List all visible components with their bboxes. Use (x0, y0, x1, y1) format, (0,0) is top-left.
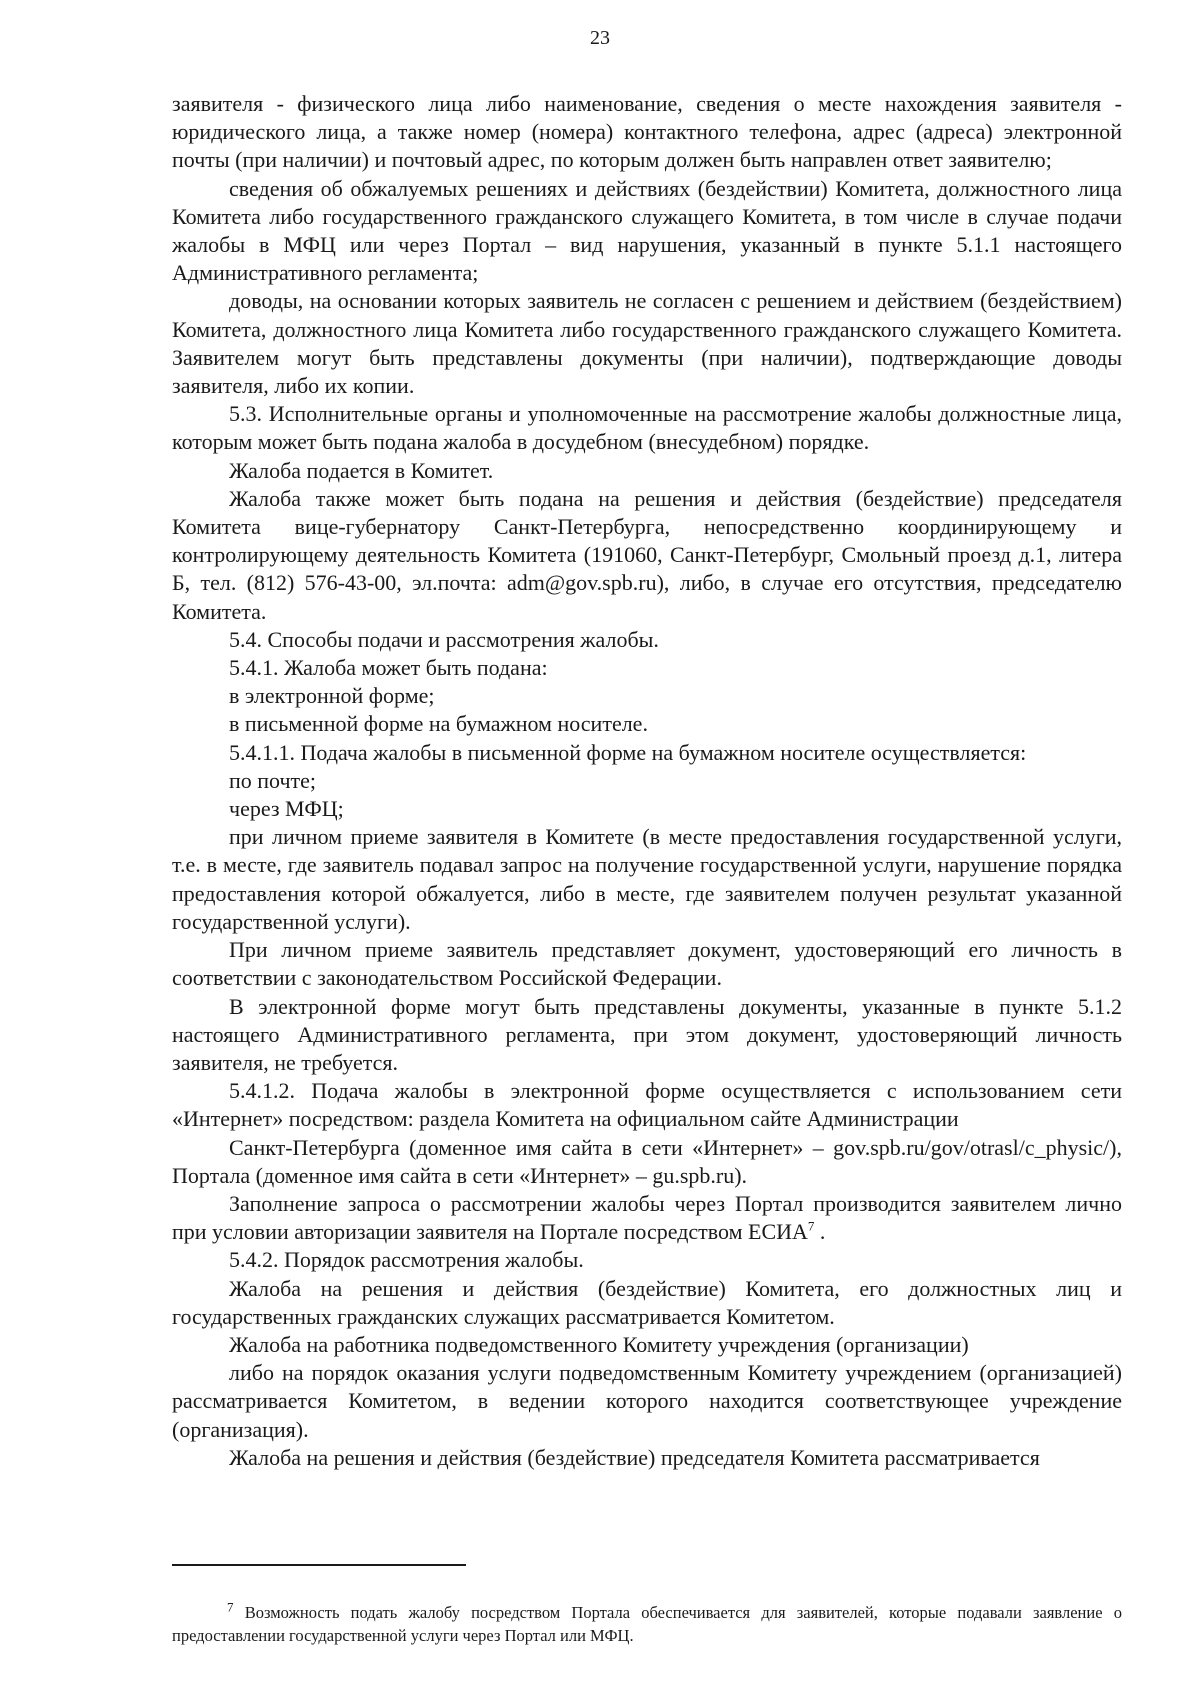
paragraph: 5.3. Исполнительные органы и уполномоченные на рассмотрение жалобы должностные лица, которым может быть подана жалоба в досудебном (внесудебном) порядке. (172, 401, 1122, 455)
footnote-text: $^7$ Возможность подать жалобу посредством Портала обеспечивается для заявителей, которые подавали заявление о предоставлении государственной услуги через Портал или МФЦ. (172, 1599, 1122, 1645)
paragraph: Заполнение запроса о рассмотрении жалобы через Портал производится заявителем лично при условии авторизации заявителя на Портале посредством ЕСИА$^7$ . (172, 1190, 1122, 1245)
footnote (172, 1601, 1122, 1647)
paragraph: Жалоба на решения и действия (бездействие) председателя Комитета рассматривается (229, 1444, 1040, 1470)
paragraph: доводы, на основании которых заявитель не согласен с решением и действием (бездействием) Комитета, должностного лица Комитета либо государственного гражданского служащего Комитета. Заявителем могут быть представлены документы (при наличии), подтверждающие доводы заявителя, либо их копии. (172, 288, 1122, 399)
paragraph: 5.4.1. Жалоба может быть подана: (229, 655, 548, 681)
paragraph: Жалоба подается в Комитет. (229, 457, 494, 483)
paragraph: при личном приеме заявителя в Комитете (в месте предоставления государственной услуги, т.е. в месте, где заявитель подавал запрос на получение государственной услуги, нарушение порядка предоставления которой обжалуется, либо в месте, где заявителем получен результат указанной государственной услуги). (172, 824, 1122, 934)
footnote-reference: 7 (807, 1218, 815, 1234)
paragraph: В электронной форме могут быть представлены документы, указанные в пункте 5.1.2 настоящего Административного регламента, при этом документ, удостоверяющий личность заявителя, не требуется. (172, 993, 1122, 1075)
paragraph: в письменной форме на бумажном носителе. (229, 711, 648, 737)
paragraph: либо на порядок оказания услуги подведомственным Комитету учреждением (организацией) рассматривается Комитетом, в ведении которого находится соответствующее учреждение (организация). (172, 1360, 1122, 1442)
paragraph: Санкт-Петербурга (доменное имя сайта в сети «Интернет» – gov.spb.ru/gov/otrasl/c_physic/), Портала (доменное имя сайта в сети «Интернет» – gu.spb.ru). (172, 1134, 1122, 1188)
paragraph: 5.4. Способы подачи и рассмотрения жалобы. (229, 626, 659, 652)
paragraph: сведения об обжалуемых решениях и действиях (бездействии) Комитета, должностного лица Комитета либо государственного гражданского служащего Комитета, в том числе в случае подачи жалобы в МФЦ или через Портал – вид нарушения, указанный в пункте 5.1.1 настоящего Административного регламента; (172, 175, 1122, 286)
paragraph: в электронной форме; (229, 683, 435, 709)
paragraph: заявителя - физического лица либо наименование, сведения о месте нахождения заявителя - юридического лица, а также номер (номера) контактного телефона, адрес (адреса) электронной почты (при наличии) и почтовый адрес, по которым должен быть направлен ответ заявителю; (172, 91, 1122, 173)
page-number: 23 (590, 27, 610, 49)
paragraph: 5.4.1.1. Подача жалобы в письменной форме на бумажном носителе осуществляется: (229, 739, 1027, 765)
paragraph: 5.4.1.2. Подача жалобы в электронной форме осуществляется с использованием сети «Интернет» посредством: раздела Комитета на официальном сайте Администрации (172, 1078, 1122, 1132)
paragraph: Жалоба на решения и действия (бездействие) Комитета, его должностных лиц и государственных гражданских служащих рассматривается Комитетом. (172, 1275, 1122, 1329)
paragraph: Жалоба на работника подведомственного Комитету учреждения (организации) (229, 1331, 969, 1357)
paragraph: через МФЦ; (229, 796, 344, 822)
footnote-separator (172, 1564, 466, 1566)
paragraph: по почте; (229, 767, 317, 793)
footnote-marker: 7 (227, 1599, 234, 1615)
paragraph: 5.4.2. Порядок рассмотрения жалобы. (229, 1247, 584, 1273)
paragraph: Жалоба также может быть подана на решения и действия (бездействие) председателя Комитета вице-губернатору Санкт-Петербурга, непосредственно координирующему и контролирующему деятельность Комитета (191060, Санкт-Петербург, Смольный проезд д.1, литера Б, тел. (812) 576-43-00, эл.почта: adm@gov.spb.ru), либо, в случае его отсутствия, председателю Комитета. (172, 485, 1122, 624)
document-body (172, 90, 1122, 1472)
paragraph: При личном приеме заявитель представляет документ, удостоверяющий его личность в соответствии с законодательством Российской Федерации. (172, 937, 1122, 991)
